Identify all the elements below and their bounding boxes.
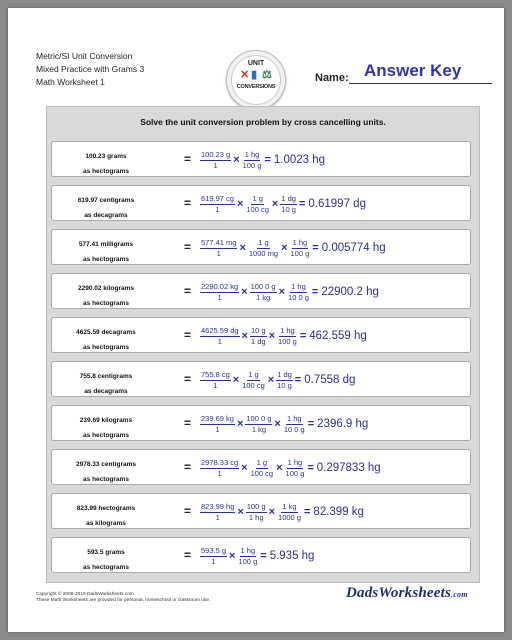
conversion-expression <box>200 500 364 524</box>
result-equals-sign: = <box>298 198 306 210</box>
problem-row <box>51 317 471 353</box>
instructions: Solve the unit conversion problem by cross cancelling units. <box>140 117 386 127</box>
equals-sign: = <box>184 284 192 298</box>
conversion-fraction <box>248 238 279 259</box>
worksheet-header <box>36 50 144 89</box>
fraction-numerator: 100 0 g <box>246 413 272 423</box>
unit-conversions-badge <box>226 50 286 110</box>
ruler-icon: ▮ <box>251 69 258 81</box>
equals-sign: = <box>184 416 192 430</box>
result-equals-sign: = <box>264 154 271 166</box>
fraction-denominator: 1 <box>213 380 218 390</box>
problem-row <box>51 141 471 177</box>
conversion-fraction <box>237 546 258 567</box>
multiply-sign: × <box>236 198 244 210</box>
conversion-fraction <box>245 194 270 215</box>
conversion-fraction <box>250 458 275 479</box>
conversion-fraction <box>200 414 235 435</box>
result-equals-sign: = <box>303 506 311 518</box>
conversion-fraction <box>277 326 298 347</box>
worksheet-subtopic: Mixed Practice with Grams 3 <box>36 64 145 74</box>
problem-quantity: 2978.33 centigrams <box>76 461 136 468</box>
problem-label <box>58 545 154 573</box>
problem-target-unit: as hectograms <box>83 476 129 483</box>
problem-quantity: 619.97 centigrams <box>77 197 135 204</box>
problem-quantity: 4625.59 decagrams <box>76 329 136 336</box>
multiply-sign: × <box>241 330 248 342</box>
worksheet-number: Math Worksheet 1 <box>36 77 105 87</box>
problem-label <box>58 237 154 265</box>
fraction-denominator: 1 <box>213 160 218 170</box>
problem-target-unit: as hectograms <box>83 256 129 263</box>
equals-sign: = <box>184 372 192 386</box>
copyright-line: Copyright © 2008-2019 DadsWorksheets.com <box>36 592 134 597</box>
conversion-expression <box>200 456 381 480</box>
problem-quantity: 823.99 hectograms <box>76 505 136 512</box>
fraction-numerator: 577.41 mg <box>201 237 237 247</box>
fraction-numerator: 100 0 g <box>250 281 276 291</box>
problem-target-unit: as hectograms <box>83 344 129 351</box>
answer-value: 2396.9 hg <box>317 418 369 430</box>
fraction-numerator: 1 hg <box>292 237 308 247</box>
badge-bottom-text: CONVERSIONS <box>236 84 276 90</box>
problem-quantity: 593.5 grams <box>87 549 125 556</box>
conversion-fraction <box>250 326 267 347</box>
fraction-denominator: 100 g <box>290 248 310 258</box>
multiply-sign: × <box>268 506 276 518</box>
fraction-numerator: 1 g <box>252 193 263 203</box>
problem-target-unit: as hectograms <box>83 300 129 307</box>
fraction-numerator: 239.69 kg <box>201 413 234 423</box>
multiply-sign: × <box>278 286 286 298</box>
fraction-numerator: 4625.59 dg <box>201 325 239 335</box>
fraction-numerator: 1 dg <box>281 193 296 203</box>
equals-sign: = <box>184 328 192 342</box>
conversion-fraction <box>246 502 267 523</box>
conversion-fraction <box>283 414 306 435</box>
fraction-numerator: 1 hg <box>291 281 306 291</box>
multiply-sign: × <box>267 374 275 386</box>
problem-row <box>51 405 471 441</box>
fraction-denominator: 1 <box>211 556 216 566</box>
equals-sign: = <box>184 152 192 166</box>
answer-key-title: Answer Key <box>364 61 462 80</box>
conversion-fraction <box>200 502 235 523</box>
problem-label <box>58 413 154 441</box>
fraction-denominator: 100 g <box>278 336 297 346</box>
equals-sign: = <box>184 196 192 210</box>
fraction-denominator: 1 <box>217 468 222 478</box>
fraction-numerator: 10 g <box>250 325 266 335</box>
fraction-denominator: 1 kg <box>251 424 266 434</box>
fraction-numerator: 619.97 cg <box>201 193 234 203</box>
fraction-denominator: 10 0 g <box>283 424 305 434</box>
problems-panel <box>46 106 480 583</box>
multiply-sign: × <box>281 242 288 254</box>
fraction-numerator: 1 hg <box>240 545 256 555</box>
problem-label <box>58 149 154 177</box>
multiply-sign: × <box>233 154 240 166</box>
logo-tld-text: .com <box>451 590 468 599</box>
fraction-numerator: 1 hg <box>286 413 302 423</box>
fraction-denominator: 1 <box>217 336 222 346</box>
dadsworksheets-logo <box>346 585 468 602</box>
fraction-denominator: 100 cg <box>250 468 274 478</box>
result-equals-sign: = <box>307 418 315 430</box>
conversion-fraction <box>200 546 227 567</box>
conversion-fraction <box>200 150 231 171</box>
conversion-fraction <box>200 194 235 215</box>
fraction-numerator: 1 g <box>258 237 269 247</box>
fraction-denominator: 10 g <box>277 380 292 390</box>
fraction-numerator: 1 hg <box>280 325 295 335</box>
fraction-numerator: 1 dg <box>277 369 292 379</box>
scale-icon: ⚖ <box>262 69 272 81</box>
fraction-denominator: 100 g <box>242 160 262 170</box>
conversion-fraction <box>277 502 302 523</box>
conversion-fraction <box>287 282 310 303</box>
problem-target-unit: as hectograms <box>83 168 129 175</box>
conversion-fraction <box>242 150 263 171</box>
problem-row <box>51 273 471 309</box>
conversion-expression <box>200 544 314 568</box>
fraction-denominator: 100 g <box>285 468 305 478</box>
problem-label <box>58 457 154 485</box>
problem-target-unit: as decagrams <box>84 388 128 395</box>
problem-quantity: 755.8 centigrams <box>79 373 133 380</box>
equals-sign: = <box>184 460 192 474</box>
worksheet-page <box>8 8 504 632</box>
answer-value: 5.935 hg <box>269 550 315 562</box>
fraction-denominator: 10 0 g <box>288 292 309 302</box>
conversion-expression <box>200 412 368 436</box>
problem-target-unit: as hectograms <box>83 432 129 439</box>
multiply-sign: × <box>232 374 240 386</box>
fraction-denominator: 100 g <box>238 556 258 566</box>
conversion-fraction <box>200 282 239 303</box>
problem-quantity: 2290.02 kilograms <box>77 285 134 292</box>
multiply-sign: × <box>241 286 248 298</box>
fraction-denominator: 1000 g <box>278 512 301 522</box>
worksheet-topic: Metric/SI Unit Conversion <box>36 51 133 61</box>
fraction-denominator: 1 <box>216 248 221 258</box>
fraction-numerator: 2978.33 cg <box>201 457 239 467</box>
badge-top-text: UNIT <box>247 60 265 67</box>
problem-label <box>58 325 154 353</box>
problem-label <box>58 369 154 397</box>
conversion-fraction <box>285 458 306 479</box>
conversion-expression <box>200 324 367 348</box>
fraction-denominator: 1 kg <box>255 292 271 302</box>
problem-label <box>58 281 154 309</box>
multiply-sign: × <box>239 242 246 254</box>
answer-value: 1.0023 hg <box>273 154 326 166</box>
answer-value: 0.61997 dg <box>308 198 366 210</box>
answer-value: 462.559 hg <box>309 330 367 342</box>
fraction-denominator: 1000 mg <box>248 248 279 258</box>
copyright-notice <box>36 592 210 604</box>
problem-row <box>51 537 471 573</box>
fraction-numerator: 1 hg <box>244 149 260 159</box>
result-equals-sign: = <box>307 462 314 474</box>
fraction-denominator: 1 hg <box>248 512 264 522</box>
multiply-sign: × <box>271 198 279 210</box>
result-equals-sign: = <box>260 550 267 562</box>
conversion-expression <box>200 192 366 216</box>
multiply-sign: × <box>237 506 244 518</box>
conversion-fraction <box>280 194 297 215</box>
multiply-sign: × <box>241 462 248 474</box>
fraction-numerator: 823.99 hg <box>201 501 235 511</box>
result-equals-sign: = <box>311 286 319 298</box>
equals-sign: = <box>184 240 192 254</box>
fraction-denominator: 1 dg <box>250 336 266 346</box>
multiply-sign: × <box>229 550 236 562</box>
fraction-denominator: 1 <box>217 292 222 302</box>
conversion-expression <box>200 148 325 172</box>
problem-label <box>58 501 154 529</box>
result-equals-sign: = <box>312 242 319 254</box>
multiply-sign: × <box>268 330 276 342</box>
usage-note: These Math Worksheets are provided for personal, homeschool or classroom use. <box>36 598 211 603</box>
name-line[interactable] <box>349 83 492 84</box>
equals-sign: = <box>184 548 192 562</box>
fraction-numerator: 2290.02 kg <box>201 281 239 291</box>
fraction-numerator: 1 g <box>256 457 268 467</box>
problem-target-unit: as decagrams <box>84 212 128 219</box>
fraction-denominator: 10 g <box>281 204 296 214</box>
fraction-numerator: 100.23 g <box>201 149 231 159</box>
answer-value: 22900.2 hg <box>321 286 379 298</box>
multiply-sign: × <box>274 418 281 430</box>
problem-row <box>51 185 471 221</box>
fraction-denominator: 100 cg <box>242 380 265 390</box>
result-equals-sign: = <box>294 374 302 386</box>
result-equals-sign: = <box>299 330 307 342</box>
problem-row <box>51 229 471 265</box>
answer-value: 0.297833 hg <box>316 462 381 474</box>
fraction-numerator: 100 g <box>246 501 266 511</box>
conversion-expression <box>200 368 355 392</box>
conversion-fraction <box>200 458 239 479</box>
answer-value: 82.399 kg <box>313 506 364 518</box>
conversion-fraction <box>250 282 277 303</box>
fraction-denominator: 1 <box>215 424 220 434</box>
conversion-fraction <box>290 238 311 259</box>
cross-icon: ✕ <box>240 69 250 81</box>
problem-row <box>51 449 471 485</box>
conversion-fraction <box>200 326 240 347</box>
problem-label <box>58 193 154 221</box>
logo-main-text: DadsWorksheets <box>346 585 452 601</box>
problem-row <box>51 493 471 529</box>
fraction-numerator: 755.8 cg <box>201 369 230 379</box>
multiply-sign: × <box>276 462 283 474</box>
fraction-denominator: 1 <box>215 512 220 522</box>
answer-value: 0.7558 dg <box>304 374 356 386</box>
problem-quantity: 100.23 grams <box>85 153 127 160</box>
multiply-sign: × <box>236 418 244 430</box>
problem-quantity: 239.69 kilograms <box>79 417 133 424</box>
conversion-fraction <box>200 370 231 391</box>
conversion-expression <box>200 280 379 304</box>
conversion-fraction <box>276 370 293 391</box>
conversion-fraction <box>241 370 266 391</box>
fraction-denominator: 100 cg <box>246 204 269 214</box>
problem-target-unit: as kilograms <box>86 520 126 527</box>
name-label: Name: <box>315 72 349 84</box>
fraction-numerator: 1 kg <box>282 501 297 511</box>
conversion-fraction <box>245 414 272 435</box>
conversion-fraction <box>200 238 237 259</box>
problem-target-unit: as hectograms <box>83 564 129 571</box>
fraction-numerator: 1 g <box>248 369 259 379</box>
fraction-numerator: 1 hg <box>287 457 303 467</box>
fraction-numerator: 593.5 g <box>201 545 227 555</box>
fraction-denominator: 1 <box>215 204 220 214</box>
equals-sign: = <box>184 504 192 518</box>
conversion-expression <box>200 236 386 260</box>
problem-quantity: 577.41 milligrams <box>78 241 134 248</box>
answer-value: 0.005774 hg <box>321 242 386 254</box>
problem-row <box>51 361 471 397</box>
